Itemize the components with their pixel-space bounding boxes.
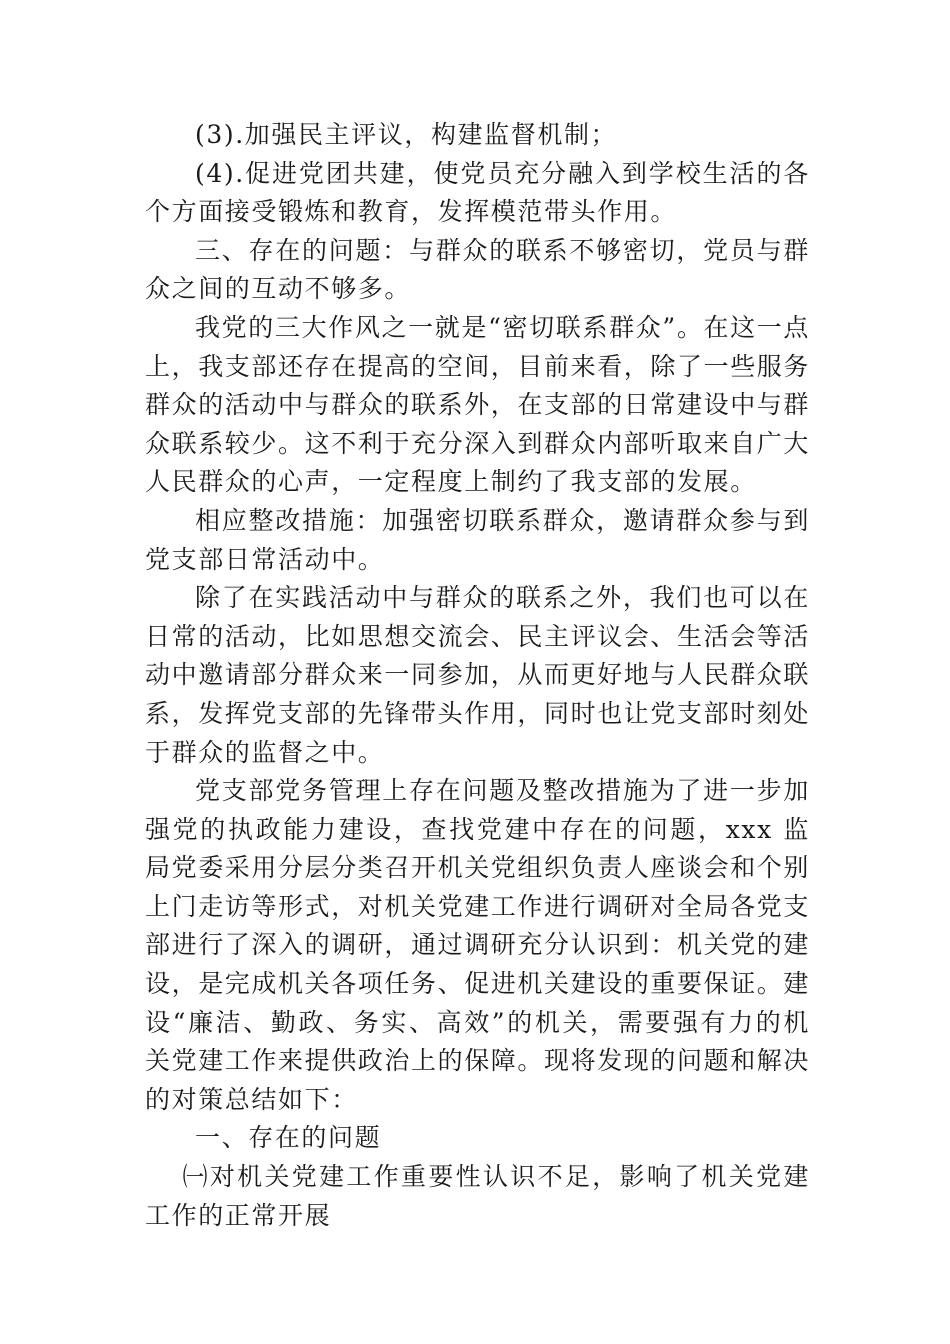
paragraph-body: 我党的三大作风之一就是“密切联系群众”。在这一点上，我支部还存在提高的空间，目前来看，除了一些服务群众的活动中与群众的联系外，在支部的日常建设中与群众联系较少。这不利于充分深入到群众内部听取来自广大人民群众的心声，一定程度上制约了我支部的发展。 bbox=[145, 312, 811, 497]
paragraph-body: 除了在实践活动中与群众的联系之外，我们也可以在日常的活动，比如思想交流会、民主评议会、生活会等活动中邀请部分群众来一同参加，从而更好地与人民群众联系，发挥党支部的先锋带头作用，同时也让党支部时刻处于群众的监督之中。 bbox=[145, 583, 811, 767]
paragraph-item-4: (4).促进党团共建，使党员充分融入到学校生活的各个方面接受锻炼和教育，发挥模范带头作用。 bbox=[145, 158, 810, 227]
section-heading-problems: 三、存在的问题：与群众的联系不够密切，党员与群众之间的互动不够多。 bbox=[145, 235, 810, 304]
paragraph-rectification: 相应整改措施：加强密切联系群众，邀请群众参与到党支部日常活动中。 bbox=[145, 505, 810, 574]
paragraph-item-3: (3).加强民主评议，构建监督机制； bbox=[195, 120, 618, 149]
document-body bbox=[145, 116, 810, 1235]
subsection-heading: ㈠对机关党建工作重要性认识不足，影响了机关党建工作的正常开展 bbox=[145, 1162, 810, 1230]
section-heading-existing-problems: 一、存在的问题 bbox=[195, 1123, 382, 1153]
paragraph-body: 党支部党务管理上存在问题及整改措施为了进一步加强党的执政能力建设，查找党建中存在的问题，xxx 监局党委采用分层分类召开机关党组织负责人座谈会和个别上门走访等形式，对机关党建工作进行调研对全局各党支部进行了深入的调研，通过调研充分认识到：机关党的建设，是完成机关各项任务、促进机关建设的重要保证。建设“廉洁、勤政、务实、高效”的机关，需要强有力的机关党建工作来提供政治上的保障。现将发现的问题和解决的对策总结如下： bbox=[145, 776, 811, 1114]
